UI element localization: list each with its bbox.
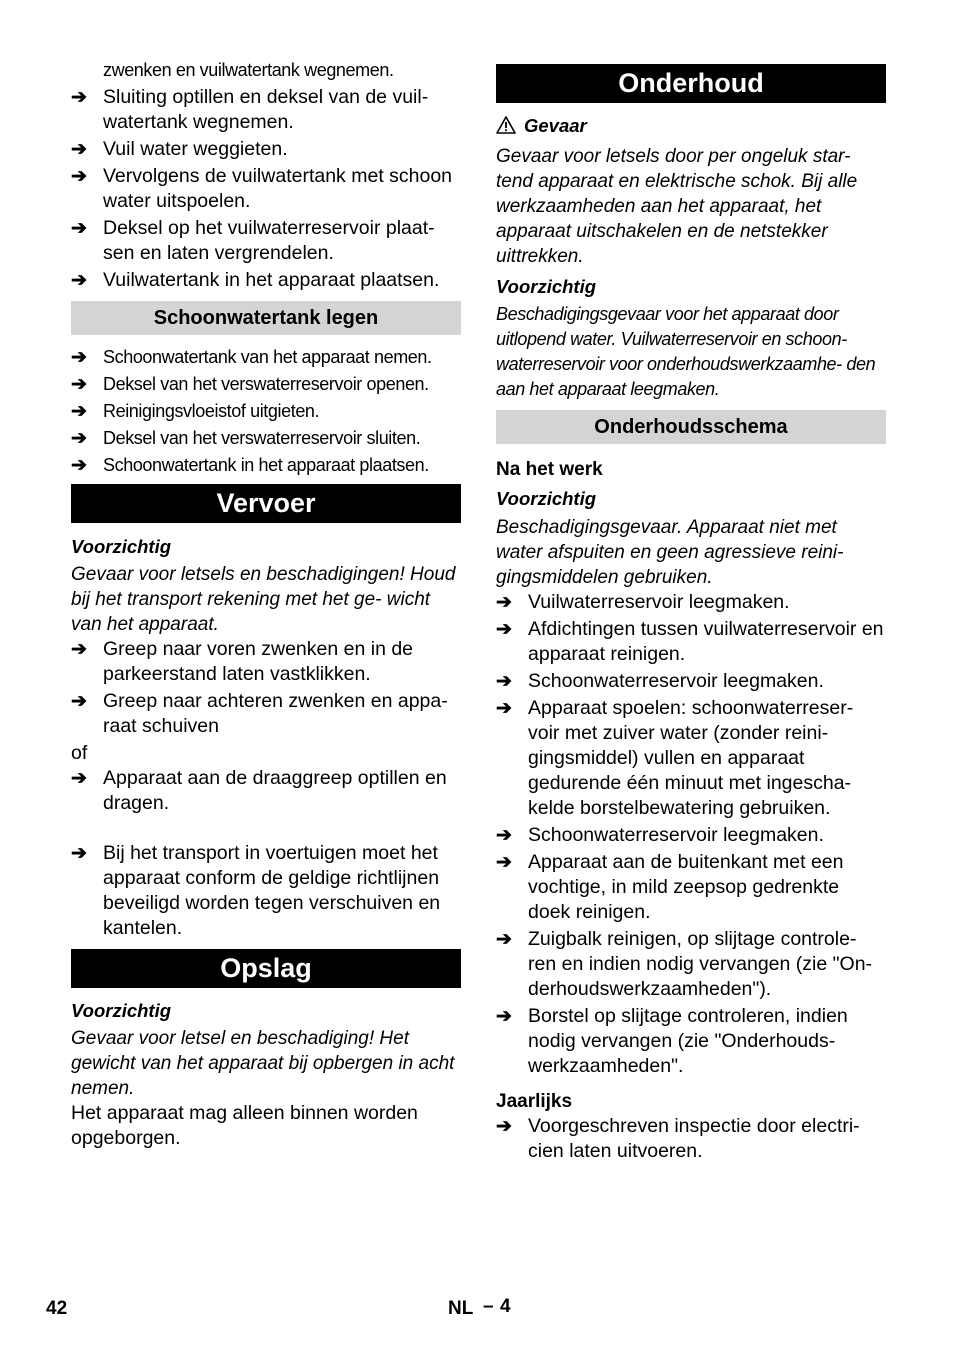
step-text: Greep naar voren zwenken en in de parkeerstand laten vastklikken. (103, 638, 414, 685)
step-item (496, 590, 886, 615)
arrow-right-icon: ➔ (71, 87, 87, 108)
step-text: Sluiting optillen en deksel van de vuil- watertank wegnemen. (103, 86, 429, 133)
yearly-step-list (496, 1114, 886, 1164)
arrow-right-icon: ➔ (71, 428, 87, 449)
arrow-right-icon: ➔ (71, 639, 87, 660)
step-item (71, 689, 461, 739)
step-text: Apparaat aan de draaggreep optillen en dragen. (103, 767, 447, 814)
section-heading-maintenance: Onderhoud (496, 64, 886, 103)
section-heading-schedule: Onderhoudsschema (496, 410, 886, 444)
step-text: Schoonwaterreservoir leegmaken. (528, 670, 824, 692)
left-column (71, 58, 461, 1151)
step-text: Greep naar achteren zwenken en appa- raat schuiven (103, 690, 448, 737)
step-item (496, 927, 886, 1002)
storage-caution-title: Voorzichtig (71, 1000, 172, 1021)
schedule-step-list (496, 590, 886, 1079)
arrow-right-icon: ➔ (496, 619, 512, 640)
section-heading-storage: Opslag (71, 949, 461, 988)
step-text: Reinigingsvloeistof uitgieten. (103, 401, 320, 421)
step-item (496, 617, 886, 667)
transport-step-list-c (71, 841, 461, 941)
arrow-right-icon: ➔ (496, 1116, 512, 1137)
step-text: Schoonwaterreservoir leegmaken. (528, 824, 824, 846)
step-item (71, 137, 461, 162)
step-item (71, 345, 461, 370)
arrow-right-icon: ➔ (71, 166, 87, 187)
step-item (71, 637, 461, 687)
maintenance-caution-text: Beschadigingsgevaar voor het apparaat door uitlopend water. Vuilwaterreservoir en schoon- waterreservoir voor onderhoudswerkzaamhe- den aan het apparaat leegmaken. (496, 304, 876, 399)
step-text: Vervolgens de vuilwatertank met schoon water uitspoelen. (103, 165, 453, 212)
step-item (71, 453, 461, 478)
step-text: Afdichtingen tussen vuilwaterreservoir en apparaat reinigen. (528, 618, 884, 665)
arrow-right-icon: ➔ (496, 671, 512, 692)
yearly-label: Jaarlijks (496, 1091, 573, 1112)
after-work-label: Na het werk (496, 459, 603, 480)
step-text: Voorgeschreven inspectie door electri- cien laten uitvoeren. (528, 1115, 860, 1162)
section-number: 4 (500, 1296, 511, 1317)
step-text: Apparaat spoelen: schoonwaterreser- voir met zuiver water (zonder reini- gingsmiddel) vullen en apparaat gedurende één minuut met ingescha- kelde borstelbewatering gebruiken. (528, 697, 854, 819)
storage-caution-text: Gevaar voor letsel en beschadiging! Het gewicht van het apparaat bij opbergen in acht nemen. (71, 1028, 455, 1099)
transport-caution-title: Voorzichtig (71, 536, 172, 557)
step-item (71, 164, 461, 214)
step-item (496, 1004, 886, 1079)
language-code: NL (448, 1298, 474, 1319)
arrow-right-icon: ➔ (496, 825, 512, 846)
step-item (71, 841, 461, 941)
step-text: Vuilwatertank in het apparaat plaatsen. (103, 269, 440, 291)
step-text: Schoonwatertank in het apparaat plaatsen. (103, 455, 429, 475)
step-text: Vuilwaterreservoir leegmaken. (528, 591, 790, 613)
transport-or: of (71, 742, 88, 764)
arrow-right-icon: ➔ (71, 455, 87, 476)
schedule-caution-title: Voorzichtig (496, 488, 597, 509)
step-item (496, 850, 886, 925)
arrow-right-icon: ➔ (71, 691, 87, 712)
intro-continuation: zwenken en vuilwatertank wegnemen. (103, 60, 394, 80)
arrow-right-icon: ➔ (71, 768, 87, 789)
danger-title: Gevaar (524, 115, 587, 136)
transport-step-list-a (71, 637, 461, 739)
step-item (71, 85, 461, 135)
step-text: Schoonwatertank van het apparaat nemen. (103, 347, 432, 367)
arrow-right-icon: ➔ (496, 852, 512, 873)
step-item (71, 372, 461, 397)
clean-tank-step-list (71, 345, 461, 478)
arrow-right-icon: ➔ (71, 374, 87, 395)
step-item (71, 766, 461, 816)
arrow-right-icon: ➔ (71, 843, 87, 864)
intro-step-list (71, 85, 461, 293)
arrow-right-icon: ➔ (71, 401, 87, 422)
warning-triangle-icon (496, 115, 516, 140)
step-text: Deksel van het verswaterreservoir openen. (103, 374, 429, 394)
step-item (71, 399, 461, 424)
arrow-right-icon: ➔ (496, 592, 512, 613)
step-item (496, 823, 886, 848)
step-text: Borstel op slijtage controleren, indien nodig vervangen (zie "Onderhouds- werkzaamheden". (528, 1005, 848, 1077)
maintenance-caution-title: Voorzichtig (496, 276, 597, 297)
step-text: Vuil water weggieten. (103, 138, 288, 160)
arrow-right-icon: ➔ (71, 218, 87, 239)
arrow-right-icon: ➔ (71, 139, 87, 160)
step-item (71, 268, 461, 293)
section-heading-clean-tank: Schoonwatertank legen (71, 301, 461, 335)
page-number: 42 (46, 1298, 68, 1319)
transport-caution-text: Gevaar voor letsels en beschadigingen! Houd bij het transport rekening met het ge- wicht van het apparaat. (71, 564, 456, 635)
step-text: Deksel op het vuilwaterreservoir plaat- sen en laten vergrendelen. (103, 217, 435, 264)
footer-separator: – (483, 1296, 494, 1317)
schedule-caution-text: Beschadigingsgevaar. Apparaat niet met water afspuiten en geen agressieve reini- gingsmiddelen gebruiken. (496, 517, 844, 588)
step-item (496, 1114, 886, 1164)
step-item (496, 669, 886, 694)
arrow-right-icon: ➔ (71, 347, 87, 368)
arrow-right-icon: ➔ (496, 929, 512, 950)
step-item (71, 426, 461, 451)
danger-text: Gevaar voor letsels door per ongeluk star- tend apparaat en elektrische schok. Bij alle werkzaamheden aan het apparaat, het apparaat uitschakelen en de netstekker uittrekken. (496, 146, 858, 267)
step-text: Deksel van het verswaterreservoir sluiten. (103, 428, 421, 448)
section-heading-transport: Vervoer (71, 484, 461, 523)
arrow-right-icon: ➔ (71, 270, 87, 291)
step-text: Zuigbalk reinigen, op slijtage controle- ren en indien nodig vervangen (zie "On- derhoudswerkzaamheden"). (528, 928, 873, 1000)
step-text: Bij het transport in voertuigen moet het apparaat conform de geldige richtlijnen beveiligd worden tegen verschuiven en kantelen. (103, 842, 441, 939)
right-column (496, 58, 886, 1166)
storage-note: Het apparaat mag alleen binnen worden opgeborgen. (71, 1102, 418, 1149)
danger-title-row (496, 113, 886, 140)
transport-step-list-b (71, 766, 461, 816)
arrow-right-icon: ➔ (496, 1006, 512, 1027)
step-item (71, 216, 461, 266)
step-item (496, 696, 886, 821)
step-text: Apparaat aan de buitenkant met een vochtige, in mild zeepsop gedrenkte doek reinigen. (528, 851, 844, 923)
arrow-right-icon: ➔ (496, 698, 512, 719)
